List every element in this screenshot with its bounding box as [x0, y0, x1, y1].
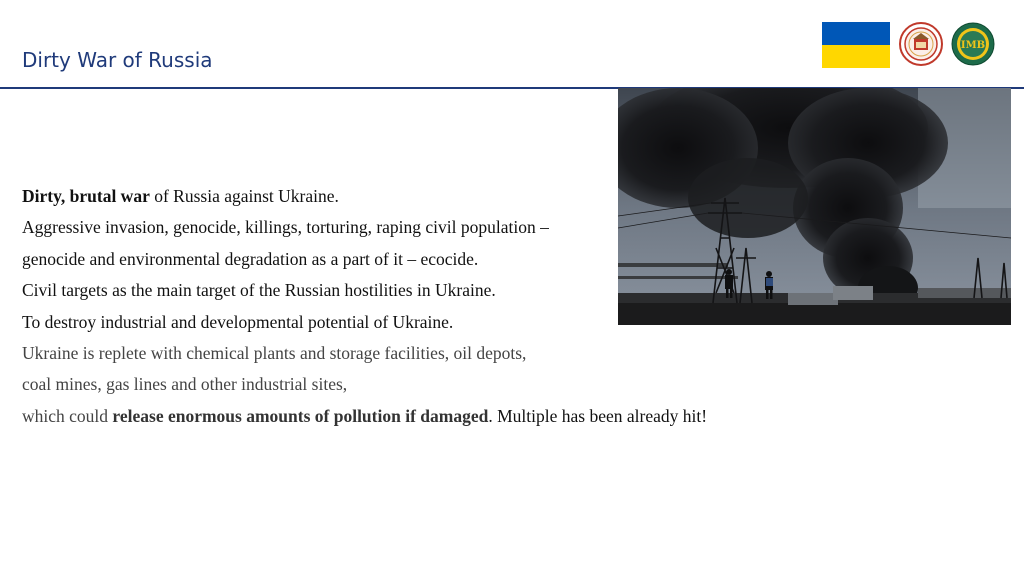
ukraine-flag-icon	[822, 22, 890, 68]
body-text	[22, 181, 922, 432]
text-line-2: Aggressive invasion, genocide, killings, torturing, raping civil population –	[22, 217, 549, 238]
text-line-7: coal mines, gas lines and other industrial sites,	[22, 374, 348, 395]
imb-logo-text: IMB	[960, 40, 986, 51]
text-line-3: genocide and environmental degradation as a part of it – ecocide.	[22, 248, 479, 269]
text-line-8: which could release enormous amounts of pollution if damaged. Multiple has been already hit!	[22, 405, 708, 426]
slide-title: Dirty War of Russia	[22, 48, 213, 72]
university-seal-logo	[899, 22, 943, 66]
text-line-4: Civil targets as the main target of the Russian hostilities in Ukraine.	[22, 280, 496, 301]
text-line-6: Ukraine is replete with chemical plants and storage facilities, oil depots,	[22, 343, 527, 364]
text-line-5: To destroy industrial and developmental potential of Ukraine.	[22, 311, 454, 332]
imb-logo	[951, 22, 995, 66]
text-line-1: Dirty, brutal war of Russia against Ukraine.	[22, 186, 339, 206]
